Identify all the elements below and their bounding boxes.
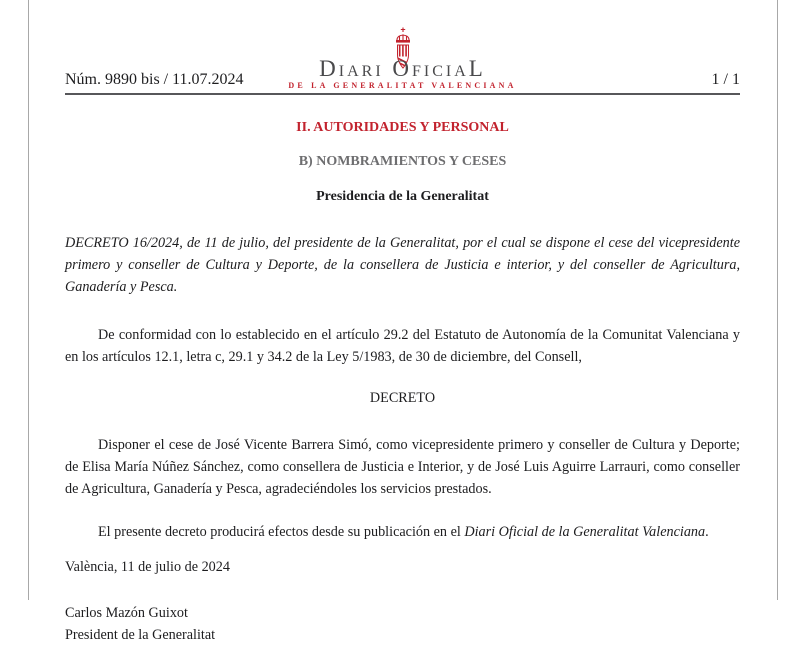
paragraph-preamble: De conformidad con lo establecido en el artículo 29.2 del Estatuto de Autonomía de la Comunitat Valenciana y en los artículos 12.1, letra c, 29.1 y 34.2 de la Ley 5/1983, de 30 de diciembre, del Consell,	[65, 327, 740, 365]
paragraph-effects-prefix: El presente decreto producirá efectos desde su publicación en el	[98, 524, 465, 540]
signature-title: President de la Generalitat	[65, 627, 216, 643]
organ-heading: Presidencia de la Generalitat	[316, 189, 489, 204]
place-date: València, 11 de julio de 2024	[65, 559, 230, 575]
masthead-subtitle: DE LA GENERALITAT VALENCIANA	[288, 81, 517, 90]
document-page	[28, 0, 778, 643]
decree-summary: DECRETO 16/2024, de 11 de julio, del presidente de la Generalitat, por el cual se dispone el cese del vicepresidente primero y conseller de Cultura y Deporte, de la consellera de Justicia e interior, y del conseller de Agricultura, Ganadería y Pesca.	[65, 235, 740, 295]
masthead	[65, 0, 740, 95]
journal-name: Diari Oficial de la Generalitat Valenciana	[464, 524, 706, 540]
paragraph-effects-suffix: .	[705, 524, 709, 540]
issue-number: Núm. 9890 bis / 11.07.2024	[65, 71, 244, 88]
subsection-heading: B) NOMBRAMIENTOS Y CESES	[298, 154, 507, 169]
masthead-title: Diari OficiaL	[319, 56, 486, 81]
signature-name: Carlos Mazón Guixot	[65, 605, 188, 621]
paragraph-effects	[65, 521, 740, 543]
page-content	[29, 0, 777, 643]
paragraph-disposition: Disponer el cese de José Vicente Barrera Simó, como vicepresidente primero y conseller de Cultura y Deporte; de Elisa María Núñez Sánchez, como consellera de Justicia e Interior, y de José Luis Aguirre Larrauri, como conseller de Agricultura, Ganadería y Pesca, agradeciéndoles los servicios prestados.	[65, 437, 740, 497]
decree-body	[65, 232, 740, 646]
page-indicator: 1 / 1	[711, 71, 740, 88]
section-heading: II. AUTORIDADES Y PERSONAL	[296, 120, 509, 135]
decree-word: DECRETO	[369, 390, 436, 406]
